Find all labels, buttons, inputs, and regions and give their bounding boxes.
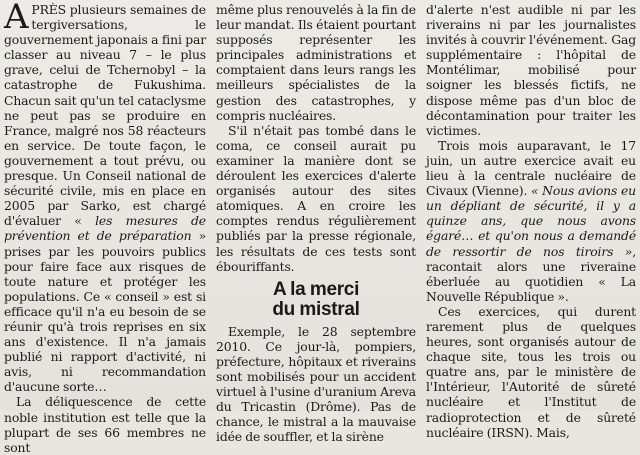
intro-quote: les mesures de prévention et de préparation <box>4 213 206 244</box>
intro-tail: » prises par les pouvoirs publics pour faire face aux risques de toute nature et protéger les populations. Ce « conseil » est si efficace qu'il n'a eu besoin de se réunir qu'à trois reprises en six ans d'existence. Il n'a jamais publié ni rapport d'activité, ni avis, ni recommandation d'aucune sorte… <box>4 228 206 395</box>
intro-text: PRÈS plusieurs semaines de tergiversations, le gouvernement japonais a fini par classer au niveau 7 – le plus grave, celui de Tchernobyl – la catastrophe de Fukushima. Chacun sait qu'un tel cataclysme ne peut pas se produire en France, malgré nos 58 réacteurs en service. De toute façon, le gouvernement a tout prévu, ou presque. Un Conseil national de sécurité civile, mis en place en 2005 par Sarko, est chargé d'évaluer « <box>4 2 206 229</box>
paragraph-intro <box>4 2 206 394</box>
article-column-2 <box>216 2 416 444</box>
paragraph-civaux <box>426 138 636 304</box>
article-column-3 <box>426 2 636 440</box>
heading-line-2: du mistral <box>272 298 360 320</box>
civaux-tail: , racontait alors une riveraine éberluée au quotidien « La Nouvelle République ». <box>426 243 636 304</box>
paragraph-mandat: même plus renouvelés à la fin de leur mandat. Ils étaient pourtant supposés représenter les principales administrations et comptaient dans leurs rangs les meilleurs spécialistes de la gestion des catastrophes, y compris nucléaires. <box>216 2 416 123</box>
paragraph-alerte: d'alerte n'est audible ni par les riverains ni par les journalistes invités à couvrir l'événement. Gag supplémentaire : l'hôpital de Montélimar, mobilisé pour soigner les blessés fictifs, ne dispose même pas d'un bloc de décontamination pour traiter les victimes. <box>426 2 636 138</box>
section-heading <box>216 280 416 320</box>
civaux-text: Trois mois auparavant, le 17 juin, un autre exercice avait eu lieu à la centrale nucléaire de Civaux (Vienne). <box>426 137 636 199</box>
dropcap-letter: A <box>4 0 29 37</box>
paragraph-exemple: Exemple, le 28 septembre 2010. Ce jour-là, pompiers, préfecture, hôpitaux et riverains sont mobilisés pour un accident virtuel à l'usine d'uranium Areva du Tricastin (Drôme). Pas de chance, le mistral a la mauvaise idée de souffler, et la sirène <box>216 323 416 445</box>
paragraph-exercices: Ces exercices, qui durent rarement plus de quelques heures, sont organisés autour de chaque site, tous les trois ou quatre ans, par le ministère de l'Intérieur, l'Autorité de sûreté nucléaire et l'Institut de radioprotection et de sûreté nucléaire (IRSN). Mais, <box>426 303 636 440</box>
paragraph-deliquescence: La déliquescence de cette noble institution est telle que la plupart de ses 66 membres ne sont <box>4 394 206 455</box>
civaux-quote: « Nous avions eu un dépliant de sécurité, il y a quinze ans, que nous avons égaré… et qu'on nous a demandé de ressortir de nos tiroirs » <box>426 183 636 259</box>
article-column-1 <box>4 2 206 455</box>
paragraph-coma: S'il n'était pas tombé dans le coma, ce conseil aurait pu examiner la manière dont se déroulent les exercices d'alerte organisés autour des sites atomiques. A en croire les comptes rendus régulièrement publiés par la presse régionale, les résultats de ces tests sont ébouriffants. <box>216 122 416 274</box>
heading-line-1: A la merci <box>272 278 360 300</box>
